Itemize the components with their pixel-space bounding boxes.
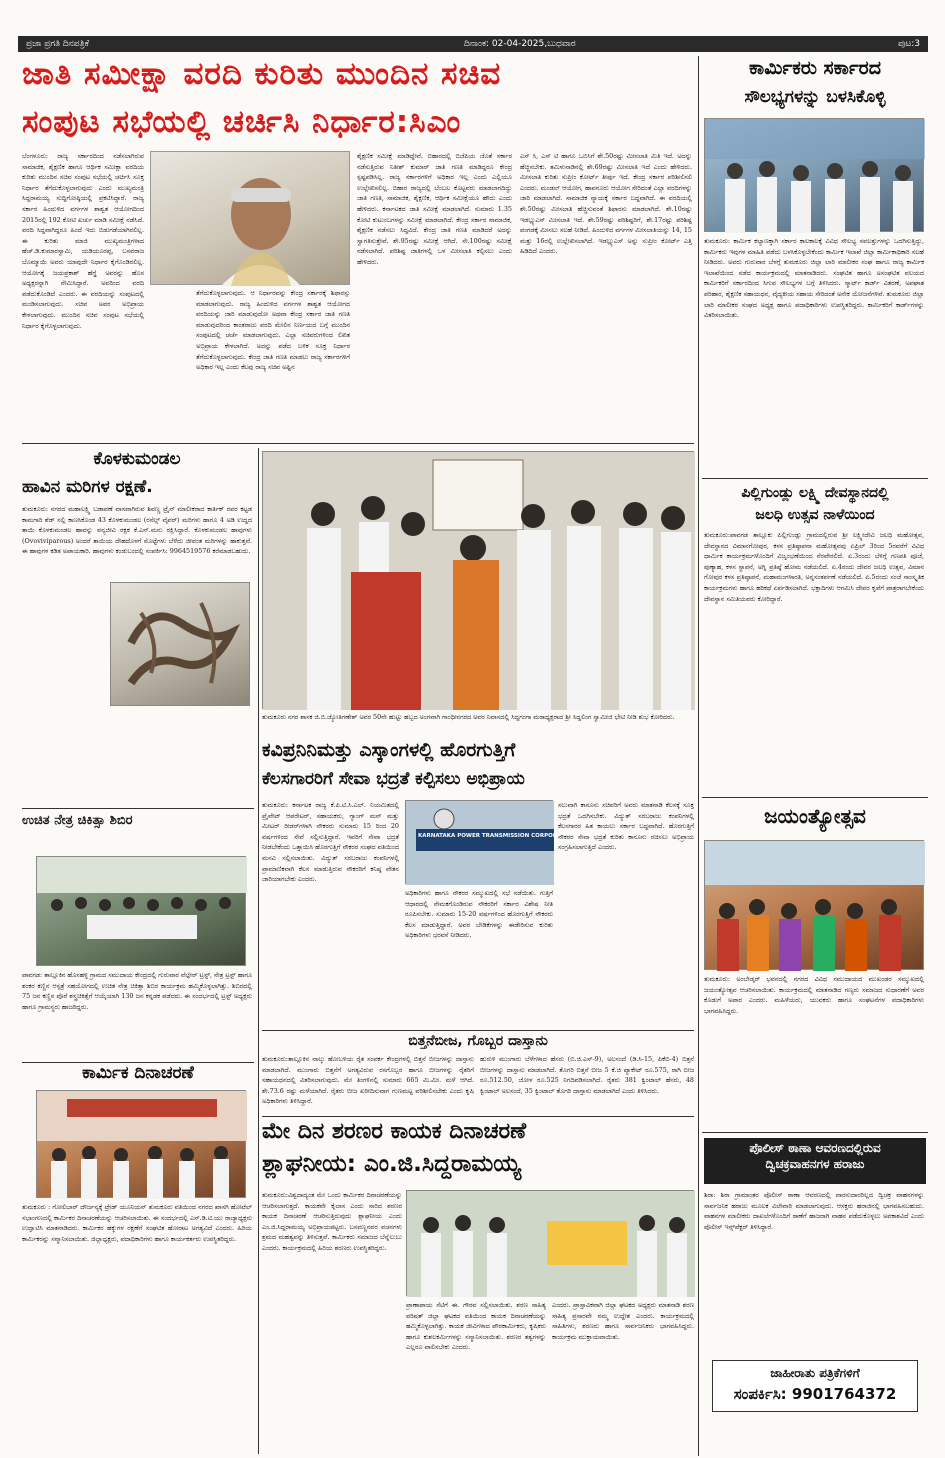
eye-camp-body: ಪಾವಗಡ: ತಾಲ್ಲೂಕಿನ ಹೊಸಹಳ್ಳಿ ಗ್ರಾಮದ ಸಮುದಾಯ ಕೇಂದ್ರದಲ್ಲಿ ಗುರುವಾರ ವೆಲ್ಫೇರ್ ಟ್ರಸ್ಟ್, ನೇತ್ರ ಟ್ರಸ್ಟ್ ಹಾಗೂ ಶಂಕರ ಕಣ್ಣಿನ ಆಸ್ಪತ್ರೆ ಸಹಯೋಗದಲ್ಲಿ ಉಚಿತ ನೇತ್ರ ಚಿಕಿತ್ಸಾ ಶಿಬಿರ ಕಾರ್ಯಕ್ರಮ ಹಮ್ಮಿಕೊಳ್ಳಲಾಗಿತ್ತು. ಶಿಬಿರದಲ್ಲಿ 75 ಜನ ಕಣ್ಣಿನ ಪೊರೆ ಶಸ್ತ್ರಚಿಕಿತ್ಸೆಗೆ ಆಯ್ಕೆಯಾಗಿ 130 ಜನ ಕನ್ನಡಕ ಪಡೆದರು. ಈ ಸಂದರ್ಭದಲ್ಲಿ ಟ್ರಸ್ಟ್ ಅಧ್ಯಕ್ಷರು ಹಾಗೂ ಗ್ರಾಮಸ್ಥರು ಹಾಜರಿದ್ದರು. xyxy=(22,971,252,1011)
lead-headline-2: ಸಂಪುಟ ಸಭೆಯಲ್ಲಿ ಚರ್ಚಿಸಿ ನಿರ್ಧಾರ:ಸಿಎಂ xyxy=(22,104,462,140)
snakes-headline-2: ಹಾವಿನ ಮರಿಗಳ ರಕ್ಷಣೆ. xyxy=(22,477,153,497)
left-divider-1 xyxy=(22,808,254,809)
center-divider-2 xyxy=(262,1116,694,1117)
left-column-divider xyxy=(258,448,259,1454)
mayday-illustration xyxy=(407,1191,695,1297)
labour-day-photo xyxy=(36,1090,246,1198)
building-illustration xyxy=(406,801,603,885)
kptcl-column-2: ಅಧಿಕಾರಿಗಳು ಹಾಗೂ ನೌಕರರ ಸಮ್ಮುಖದಲ್ಲಿ ಸಭೆ ನಡೆಯಿತು. ಗುತ್ತಿಗೆ ಆಧಾರದಲ್ಲಿ ನೇಮಕಗೊಂಡಿರುವ ನೌಕರರಿಗೆ ಸರ್ಕಾರ ವಿಶೇಷ ನೀತಿ ರೂಪಿಸಬೇಕು. ಸುಮಾರು 15-20 ವರ್ಷಗಳಿಂದ ಹೊರಗುತ್ತಿಗೆ ನೌಕರರು ಕೆಲಸ ಮಾಡುತ್ತಿದ್ದಾರೆ. ಅವರ ಬೇಡಿಕೆಗಳನ್ನು ಈಡೇರಿಸುವ ಕುರಿತು ಅಧಿಕಾರಿಗಳು ಭರವಸೆ ನೀಡಿದರು. xyxy=(405,889,553,940)
kptcl-column-3: ಸಲುವಾಗಿ ಕಾನೂನು ಸಚಿವರಿಗೆ ಅವರು ಮಾತನಾಡಿ ಕೆಲಸಕ್ಕೆ ಸೂಕ್ತ ಭದ್ರತೆ ಒದಗಿಸಬೇಕು. ವಿದ್ಯುತ್ ಸರಬರಾಜು ಕಂಪನಿಗಳಲ್ಲಿ ಕೆಲಸಗಾರರ ಹಿತ ಕಾಯಲು ಸರ್ಕಾರ ಬದ್ಧವಾಗಿದೆ. ಹೊರಗುತ್ತಿಗೆ ನೌಕರರ ಸೇವಾ ಭದ್ರತೆ ಕುರಿತು ಕಾನೂನು ರಚಿಸಲು ಅಭಿಪ್ರಾಯ ಸಂಗ್ರಹಿಸಲಾಗುತ್ತಿದೆ ಎಂದರು. xyxy=(558,801,694,852)
lead-column-1-top: ಬೆಂಗಳೂರು: ರಾಜ್ಯ ಸರ್ಕಾರದಿಂದ ನಡೆಸಲಾಗಿರುವ ಸಾಮಾಜಿಕ, ಶೈಕ್ಷಣಿಕ ಹಾಗೂ ಆರ್ಥಿಕ ಸಮೀಕ್ಷಾ ವರದಿಯ ಕುರಿತು ಮುಂದಿನ ಸಚಿವ ಸಂಪುಟ ಸಭೆಯಲ್ಲಿ ಚರ್ಚಿಸಿ ಸೂಕ್ತ ನಿರ್ಧಾರ ತೆಗೆದುಕೊಳ್ಳಲಾಗುವುದು ಎಂದು ಮುಖ್ಯಮಂತ್ರಿ ಸಿದ್ದರಾಮಯ್ಯ ಸುದ್ದಿಗೋಷ್ಠಿಯಲ್ಲಿ ಪ್ರಕಟಿಸಿದ್ದಾರೆ. ರಾಜ್ಯ ಸರ್ಕಾರ ಹಿಂದುಳಿದ ವರ್ಗಗಳ ಶಾಶ್ವತ ಆಯೋಗದಿಂದ 2015ರಲ್ಲಿ 192 ಕೋಟಿ ಖರ್ಚು ಮಾಡಿ ಸಮೀಕ್ಷೆ ನಡೆಸಿದೆ. ವರದಿ ಸಿದ್ದವಾಗಿದ್ದರೂ ಹಿಂದೆ ಇದು ಬಿಡುಗಡೆಯಾಗಿರಲಿಲ್ಲ. ಈ ಕುರಿತು ಮಾಜಿ ಮುಖ್ಯಮಂತ್ರಿಗಳಾದ ಹೆಚ್.ಡಿ.ಕುಮಾರಸ್ವಾಮಿ, ಯಡಿಯೂರಪ್ಪ, ಬಸವರಾಜ ಬೊಮ್ಮಾಯಿ ಅವರು ಯಾವುದೇ ನಿರ್ಧಾರ ಕೈಗೊಂಡಿರಲಿಲ್ಲ. ಆಯೋಗಕ್ಕೆ ಜಯಪ್ರಕಾಶ್ ಹೆಗ್ಡೆ ಅವರನ್ನು ಹೊಸ ಅಧ್ಯಕ್ಷರನ್ನಾಗಿ ನೇಮಿಸಿದ್ದಾರೆ. ಅವರಿಂದ ವರದಿ ಪಡೆದುಕೊಂಡಿದೆ ಎಂದರು. ಈ ವರದಿಯನ್ನು ಸಂಪುಟದಲ್ಲಿ ಮಂಡಿಸಲಾಗುವುದು. ಸಚಿವ ಅವರ ಅಭಿಪ್ರಾಯ ಕೇಳಲಾಗುವುದು. ಮುಂದಿನ ಸಚಿವ ಸಂಪುಟ ಸಭೆಯಲ್ಲಿ ನಿರ್ಧಾರ ಕೈಗೊಳ್ಳಲಾಗುವುದು. xyxy=(22,152,144,330)
ads-contact-line xyxy=(713,1385,917,1403)
paper-name: ಪ್ರಜಾ ಪ್ರಗತಿ ದಿನಪತ್ರಿಕೆ xyxy=(26,39,90,49)
lead-column-3: ಶೈಕ್ಷಣಿಕ ಸಮೀಕ್ಷೆ ಮಾಡಿದ್ದೇವೆ. ಬಿಹಾರದಲ್ಲಿ ಬಿಜೆಪಿಯ ಜೊತೆ ಸರ್ಕಾರ ನಡೆಸುತ್ತಿರುವ ನಿತೀಶ್ ಕುಮಾರ್ ಜಾತಿ ಗಣತಿ ಮಾಡಿದ್ದರೂ ಕೇಂದ್ರ ಸ್ಪಷ್ಟಪಡಿಸಿಲ್ಲ. ರಾಜ್ಯ ಸರ್ಕಾರಗಳಿಗೆ ಅಧಿಕಾರ ಇಲ್ಲ ಎಂದು ಎಲ್ಲಿಯೂ ಉಲ್ಲೇಖಿಸಲಿಲ್ಲ. ಬಿಹಾರ ರಾಜ್ಯದಲ್ಲಿ ಬೆಂಬಲ ಕೊಟ್ಟವರು ಮಾಡಲಾಗದಿದ್ದು ಜಾತಿ ಗಣತಿ, ಸಾಮಾಜಿಕ, ಶೈಕ್ಷಣಿಕ, ಆರ್ಥಿಕ ಸಮೀಕ್ಷೆಯೂ ಹೌದು ಎಂದು ಹೇಳಿದರು. ಕರ್ನಾಟಕದ ಜಾತಿ ಸಮೀಕ್ಷೆ ಮಾಡಲಾಗಿದೆ. ಸುಮಾರು 1.35 ಕೋಟಿ ಕುಟುಂಬಗಳನ್ನು ಸಮೀಕ್ಷೆ ಮಾಡಲಾಗಿದೆ. ಕೇಂದ್ರ ಸರ್ಕಾರ ಸಾಮಾಜಿಕ, ಶೈಕ್ಷಣಿಕ ನಡೆಸಲು ಸಿದ್ಧವಿದೆ. ಕೇಂದ್ರ ಜಾತಿ ಗಣತಿ ಮಾಡಿದರೆ ಅದನ್ನು ಸ್ವಾಗತಿಸುತ್ತೇವೆ. ಶೇ.95ರಷ್ಟು ಸಮೀಕ್ಷೆ ಆಗಿದೆ. ಸೇ.100ರಷ್ಟು ಸಮೀಕ್ಷೆ ನಡೆಸಲಾಗಿದೆ. ಪರಿಶಿಷ್ಟ ಜಾತಿಗಳಲ್ಲಿ ಒಳ ಮೀಸಲಾತಿ ಕಲ್ಪಿಸಲು ಎಂದು ಹೇಳಿದರು. xyxy=(357,152,512,266)
mayday-headline-1: ಮೇ ದಿನ ಶರಣರ ಕಾಯಕ ದಿನಾಚರಣೆ xyxy=(262,1119,527,1144)
temple-body: ತುಮಕೂರು:ಪಾವಗಡ ತಾಲ್ಲೂಕು ಪಿಲ್ಲಿಗುಂಡ್ಲು ಗ್ರಾಮದಲ್ಲಿರುವ ಶ್ರೀ ಲಕ್ಷ್ಮೀದೇವಿ ಜಲಧಿ ಮಹೋತ್ಸವ, ದೇವಸ್ಥಾನದ ವಿಮಾನಗೋಪುರ, ಕಳಸ ಪ್ರತಿಷ್ಠಾಪನಾ ಮಹೋತ್ಸವವು ಏಪ್ರಿಲ್ 3ರಿಂದ 5ರವರೆಗೆ ವಿವಿಧ ಧಾರ್ಮಿಕ ಕಾರ್ಯಕ್ರಮಗಳೊಂದಿಗೆ ವಿಜೃಂಭಣೆಯಿಂದ ನೆರವೇರಲಿದೆ. ಏ.3ರಂದು ಬೆಳಿಗ್ಗೆ ಗಣಪತಿ ಪೂಜೆ, ಪುಣ್ಯಾಹ, ಕಳಸ ಸ್ಥಾಪನೆ, ಅಗ್ನಿ ಪ್ರತಿಷ್ಠೆ ಹೋಮ ನಡೆಯಲಿದೆ. ಏ.4ರಂದು ದೇವರ ಜಲಧಿ ಉತ್ಸವ, ವಿಮಾನ ಗೋಪುರ ಕಳಸ ಪ್ರತಿಷ್ಠಾಪನೆ, ಮಹಾಮಂಗಳಾರತಿ, ಅನ್ನಸಂತರ್ಪಣೆ ನಡೆಯಲಿದೆ. ಏ.5ರಂದು ಸಂಜೆ ಸಾಂಸ್ಕೃತಿಕ ಕಾರ್ಯಕ್ರಮಗಳು ಹಾಗೂ ಹರಿಕಥೆ ಏರ್ಪಡಿಸಲಾಗಿದೆ. ಭಕ್ತಾದಿಗಳು ಆಗಮಿಸಿ ದೇವರ ಕೃಪೆಗೆ ಪಾತ್ರರಾಗಬೇಕೆಂದು ದೇವಸ್ಥಾನ ಸಮಿತಿಯವರು ಕೋರಿದ್ದಾರೆ. xyxy=(704,531,924,603)
crowd-illustration xyxy=(705,841,925,971)
mayday-headline-2: ಶ್ಲಾಘನೀಯ: ಎಂ.ಜಿ.ಸಿದ್ದರಾಮಯ್ಯ xyxy=(262,1151,521,1177)
mayday-column-2: ಪ್ರಾಣಾಪಾಯ ಸೆಟಿಗೆ ಈ. ಗೌರವ ಸಲ್ಲಿಸಲಾಯಿತು. ಶರಣ ಸಾಹಿತ್ಯ ಪರಿಷತ್ ಜಿಲ್ಲಾ ಘಟಕದ ವತಿಯಿಂದ ಕಾಯಕ ದಿನಾಚರಣೆಯನ್ನು ಹಮ್ಮಿಕೊಳ್ಳಲಾಗಿತ್ತು. ಕಾಯಕ ಜೀವಿಗಳಾದ ಪೌರಕಾರ್ಮಿಕರು, ಕೃಷಿಕರು ಹಾಗೂ ಕುಶಲಕರ್ಮಿಗಳನ್ನು ಸನ್ಮಾನಿಸಲಾಯಿತು. ಶರಣರ ತತ್ವಗಳನ್ನು ಎಲ್ಲರೂ ಪಾಲಿಸಬೇಕು ಎಂದರು. xyxy=(406,1301,546,1352)
jayanti-headline: ಜಯಂತ್ಯೋತ್ಸವ xyxy=(764,804,866,828)
ads-contact-label: ಸಂಪರ್ಕಿಸಿ: xyxy=(733,1385,787,1403)
temple-headline-2: ಜಲಧಿ ಉತ್ಸವ ನಾಳೆಯಿಂದ xyxy=(755,507,875,523)
issue-date: ದಿನಾಂಕ: 02-04-2025,ಬುಧವಾರ xyxy=(464,39,576,49)
mayday-column-3: ಎಂದರು. ಪ್ರಾಸ್ತಾವಿಕವಾಗಿ ಜಿಲ್ಲಾ ಘಟಕದ ಅಧ್ಯಕ್ಷರು ಮಾತನಾಡಿ ಶರಣ ಸಾಹಿತ್ಯ ಪ್ರಸಾರವೇ ನಮ್ಮ ಉದ್ದೇಶ ಎಂದರು. ಕಾರ್ಯಕ್ರಮದಲ್ಲಿ ಸಾಹಿತಿಗಳು, ಶರಣರು ಹಾಗೂ ಸಾರ್ವಜನಿಕರು ಭಾಗವಹಿಸಿದ್ದರು. ಕಾರ್ಯಕ್ರಮ ಮುಕ್ತಾಯವಾಯಿತು. xyxy=(552,1301,694,1341)
center-photo-caption: ತುಮಕೂರು ನಗರ ಶಾಸಕ ಜಿ.ಬಿ.ಜ್ಯೋತಿಗಣೇಶ್ ಅವರ 50ನೇ ಹುಟ್ಟು ಹಬ್ಬದ ಅಂಗವಾಗಿ ಗಾಂಧೀನಗರದ ಅವರ ನಿವಾಸದಲ್ಲಿ ಸಿದ್ದಗಂಗಾ ಮಠಾಧ್ಯಕ್ಷರಾದ ಶ್ರೀ ಸಿದ್ದಲಿಂಗ ಸ್ವಾಮೀಜಿ ಭೇಟಿ ನೀಡಿ ಶುಭ ಕೋರಿದರು. xyxy=(262,713,675,721)
labour-day-body: ತುಮಕೂರು : ಗೋಲಿಬಾರ್ ದೌರ್ಜನ್ಯಕ್ಕೆ ಟ್ರೇಡ್ ಯೂನಿಯನ್ ತುಮಕೂರು ವತಿಯಿಂದ ನಗರದ ಖಾಸಗಿ ಹೋಟೆಲ್ ಸಭಾಂಗಣದಲ್ಲಿ ಕಾರ್ಮಿಕರ ದಿನಾಚರಣೆಯನ್ನು ಆಚರಿಸಲಾಯಿತು. ಈ ಸಂದರ್ಭದಲ್ಲಿ ಎಸ್.ಡಿ.ಟಿ.ಯು ರಾಜ್ಯಾಧ್ಯಕ್ಷರು ಉದ್ಘಾಟಿಸಿ ಮಾತನಾಡಿದರು. ಕಾರ್ಮಿಕರ ಹಕ್ಕುಗಳ ರಕ್ಷಣೆಗೆ ಸಂಘಟಿತ ಹೋರಾಟ ಅಗತ್ಯವಿದೆ ಎಂದರು. ಹಿರಿಯ ಕಾರ್ಮಿಕರನ್ನು ಸನ್ಮಾನಿಸಲಾಯಿತು. ಜಿಲ್ಲಾಧ್ಯಕ್ಷರು, ಪದಾಧಿಕಾರಿಗಳು ಹಾಗೂ ಕಾರ್ಯಕರ್ತರು ಉಪಸ್ಥಿತರಿದ್ದರು. xyxy=(22,1203,252,1243)
seeds-column-1: ತುಮಕೂರು:ತಾಲ್ಲೂಕಿನ ನಾಲ್ಕು ಹೋಬಳಿಯ ರೈತ ಸಂಪರ್ಕ ಕೇಂದ್ರಗಳಲ್ಲಿ ಬಿತ್ತನೆ ಬೀಜಗಳನ್ನು ದಾಸ್ತಾನು ಮಾಡಲಾಗಿದೆ. ಮುಂಗಾರು ಬಿತ್ತನೆಗೆ ಅಗತ್ಯವಿರುವ ರಸಗೊಬ್ಬರ ಹಾಗೂ ಬೀಜಗಳನ್ನು ರೈತರಿಗೆ ಸಹಾಯಧನದಲ್ಲಿ ವಿತರಿಸಲಾಗುವುದು. ಮೇ ತಿಂಗಳಿನಲ್ಲಿ ಸುಮಾರು 665 ಮಿ.ಮೀ. ಮಳೆ ಆಗಿದೆ. ಶೇ.73.6 ರಷ್ಟು ಮಳೆಯಾಗಿದೆ. ರೈತರು ಬೀಜ ಖರೀದಿಸುವಾಗ ಗುಣಮಟ್ಟ ಪರಿಶೀಲಿಸಬೇಕು ಎಂದು ಕೃಷಿ ಅಧಿಕಾರಿಗಳು ತಿಳಿಸಿದ್ದಾರೆ. xyxy=(262,1055,474,1106)
section-divider xyxy=(22,443,694,444)
eye-camp-photo xyxy=(36,856,246,966)
center-divider-1 xyxy=(262,1030,694,1031)
group-illustration-eye xyxy=(37,857,247,967)
lead-column-2: ತೆಗೆದುಕೊಳ್ಳಲಾಗುವುದು. ಆ ನಿರ್ಧಾರವನ್ನು ಕೇಂದ್ರ ಸರ್ಕಾರಕ್ಕೆ ಶಿಫಾರಸ್ಸು ಮಾಡಲಾಗುವುದು. ರಾಜ್ಯ ಹಿಂದುಳಿದ ವರ್ಗಗಳ ಶಾಶ್ವತ ಆಯೋಗದ ವರದಿಯನ್ನು ಜಾರಿ ಮಾಡುವುದೋ ಅಥವಾ ಕೇಂದ್ರ ಸರ್ಕಾರ ಜಾತಿ ಗಣತಿ ಮಾಡುವುದರಿಂದ ಕಾಂತರಾಜು ವರದಿ ಮೇಲಿನ ನಿರ್ಣಯದ ಬಗ್ಗೆ ಮುಂದಿನ ಸಂಪುಟದಲ್ಲಿ ಚರ್ಚೆ ಮಾಡಲಾಗುವುದು. ಎಲ್ಲಾ ಸಚಿವರುಗಳಿಂದ ಲಿಖಿತ ಅಭಿಪ್ರಾಯ ಕೇಳಲಾಗಿದೆ. ಅದನ್ನು ಪಡೆದ ಬಳಿಕ ಸೂಕ್ತ ನಿರ್ಧಾರ ತೆಗೆದುಕೊಳ್ಳಲಾಗುವುದು. ಕೇಂದ್ರ ಜಾತಿ ಗಣತಿ ಮಾಡಲು ರಾಜ್ಯ ಸರ್ಕಾರಗಳಿಗೆ ಅಧಿಕಾರ ಇಲ್ಲ ಎಂದು ಕೆಲವು ರಾಜ್ಯ ಸಚಿವ ಅಷ್ಟಿನ xyxy=(196,289,350,372)
workers-photo xyxy=(704,118,924,232)
snakes-body: ತುಮಕೂರು: ನಗರದ ಮಹಾಲಕ್ಷ್ಮಿ ಬಡಾವಣೆ ವಾಸವಾಗಿರುವ ಶಿವಣ್ಣ ಟ್ರೈಸ್ ಮಾಲೀಕರಾದ ಕಾರ್ತಿಕ್ ರವರ ಕಟ್ಟಡ ಕಾಮಗಾರಿ ಶೆಡ್ ಸಲ್ಲಿ ಕಾಣಸಿಕೊಂಡ 43 ಕೊಳಕುಮಂಡಲ (ರಸೆಲ್ಸ್ ವೈಪರ್) ಮರಿಗಳು ಹಾಗೂ 4 ಅಡಿ ಉದ್ದದ ತಾಯಿ ಕೊಳಕುಮಂಡಲ ಹಾವನ್ನು ವನ್ಯಜೀವಿ ರಕ್ಷಕ ಕೆ.ಎನ್.ಮನು ರಕ್ಷಿಸಿದ್ದಾರೆ. ಕೊಳಕುಮಂಡಲ ಹಾವುಗಳು (Ovoviviparous) ಅಂದರೆ ತಾಯಿಯ ದೇಹದೊಳಗೆ ಮೊಟ್ಟೆಗಳು ಬೆಳೆದು ಜೀವಂತ ಮರಿಗಳನ್ನು ಹಾಕುತ್ತವೆ. ಈ ಹಾವುಗಳ ಕಡಿತ ಅಪಾಯಕಾರಿ. ಹಾವುಗಳು ಕಂಡುಬಂದಲ್ಲಿ ಸಂಪರ್ಕಿಸಿ: 9964519576 ಕರೆಮಾಡಬಹುದು. xyxy=(22,505,252,556)
right-divider-1 xyxy=(702,478,928,479)
mayday-photo xyxy=(406,1190,694,1296)
right-divider-3 xyxy=(702,1132,928,1133)
portrait-illustration xyxy=(151,152,351,286)
kptcl-sign: KARNATAKA POWER TRANSMISSION CORPORATION LIMITED xyxy=(418,833,603,839)
kptcl-column-1: ತುಮಕೂರು: ಕರ್ನಾಟಕ ರಾಜ್ಯ ಕೆ.ಪಿ.ಟಿ.ಸಿ.ಎಲ್. ನಿಯಮಿತದಲ್ಲಿ ಪ್ರೈವೇಟ್ ಆಪರೇಟರ್, ಸಹಾಯಕರು, ಗ್ಯಾಂಗ್ ಮನ್ ಮತ್ತು ಮೀಟರ್ ರೀಡರ್‌ಗಳಾಗಿ ನೌಕರರು ಸುಮಾರು 15 ರಿಂದ 20 ವರ್ಷಗಳಿಂದ ಸೇವೆ ಸಲ್ಲಿಸುತ್ತಿದ್ದಾರೆ. ಇವರಿಗೆ ಸೇವಾ ಭದ್ರತೆ ನೀಡಬೇಕೆಂದು ಒತ್ತಾಯಿಸಿ ಹೊರಗುತ್ತಿಗೆ ನೌಕರರ ಸಂಘದ ವತಿಯಿಂದ ಮನವಿ ಸಲ್ಲಿಸಲಾಯಿತು. ವಿದ್ಯುತ್ ಸರಬರಾಜು ಕಂಪನಿಗಳಲ್ಲಿ ಪ್ರಾಮಾಣಿಕವಾಗಿ ಕೆಲಸ ಮಾಡುತ್ತಿರುವ ನೌಕರರಿಗೆ ಕನಿಷ್ಠ ವೇತನ ಜಾರಿಯಾಗಬೇಕು ಎಂದರು. xyxy=(262,801,399,884)
police-body: ಶಿರಾ: ಶಿರಾ ಗ್ರಾಮಾಂತರ ಪೊಲೀಸ್ ಠಾಣಾ ಆವರಣದಲ್ಲಿ ವಾರಸುದಾರರಿಲ್ಲದ ದ್ವಿಚಕ್ರ ವಾಹನಗಳನ್ನು ಸಾರ್ವಜನಿಕ ಹರಾಜು ಮೂಲಕ ವಿಲೇವಾರಿ ಮಾಡಲಾಗುವುದು. ಆಸಕ್ತರು ಹರಾಜಿನಲ್ಲಿ ಭಾಗವಹಿಸಬಹುದು. ವಾಹನಗಳ ಮಾಲೀಕರು ದಾಖಲೆಗಳೊಂದಿಗೆ ಠಾಣೆಗೆ ಹಾಜರಾಗಿ ವಾಹನ ಪಡೆದುಕೊಳ್ಳಲು ಅವಕಾಶವಿದೆ ಎಂದು ಪೊಲೀಸ್ ಇನ್ಸ್‌ಪೆಕ್ಟರ್ ತಿಳಿಸಿದ್ದಾರೆ. xyxy=(704,1191,924,1231)
chief-minister-photo xyxy=(150,151,350,285)
column-divider xyxy=(698,56,699,1456)
police-headline-box xyxy=(704,1138,926,1184)
mla-birthday-photo xyxy=(262,451,694,709)
ads-title: ಜಾಹೀರಾತು ಪತ್ರಿಕೆಗಳಿಗೆ xyxy=(770,1366,860,1380)
police-headline-2: ದ್ವಿಚಕ್ರವಾಹನಗಳ ಹರಾಜು xyxy=(765,1157,865,1172)
temple-headline-1: ಪಿಲ್ಲಿಗುಂಡ್ಲು ಲಕ್ಷ್ಮಿ ದೇವಸ್ಥಾನದಲ್ಲಿ xyxy=(741,485,889,501)
jayanti-body: ತುಮಕೂರು: ಅಂಬೇಡ್ಕರ್ ಭವನದಲ್ಲಿ ನಗರದ ವಿವಿಧ ಸಮುದಾಯದ ಮುಖಂಡರ ಸಮ್ಮುಖದಲ್ಲಿ ಜಯಂತ್ಯೋತ್ಸವ ಆಚರಿಸಲಾಯಿತು. ಕಾರ್ಯಕ್ರಮದಲ್ಲಿ ಮಾತನಾಡಿದ ಗಣ್ಯರು ಸಮಾಜದ ಸುಧಾರಣೆಗೆ ಅವರ ಕೊಡುಗೆ ಅಪಾರ ಎಂದರು. ಮಹಿಳೆಯರು, ಯುವಕರು ಹಾಗೂ ಸಂಘಟನೆಗಳ ಪದಾಧಿಕಾರಿಗಳು ಭಾಗವಹಿಸಿದ್ದರು. xyxy=(704,975,924,1015)
lead-headline-1: ಜಾತಿ ಸಮೀಕ್ಷಾ ವರದಿ ಕುರಿತು ಮುಂದಿನ ಸಚಿವ xyxy=(22,56,502,92)
jayanti-photo xyxy=(704,840,924,970)
workers-headline-1: ಕಾರ್ಮಿಕರು ಸರ್ಕಾರದ xyxy=(748,57,882,79)
labour-day-headline: ಕಾರ್ಮಿಕ ದಿನಾಚರಣೆ xyxy=(82,1063,194,1083)
kptcl-headline-2: ಕೆಲಸಗಾರರಿಗೆ ಸೇವಾ ಭದ್ರತೆ ಕಲ್ಪಿಸಲು ಅಭಿಪ್ರಾಯ xyxy=(262,769,525,789)
ads-phone: 9901764372 xyxy=(791,1385,897,1403)
workers-headline-2: ಸೌಲಭ್ಯಗಳನ್ನು ಬಳಸಿಕೊಳ್ಳಿ xyxy=(744,87,886,107)
ads-box xyxy=(712,1360,918,1412)
kptcl-building-photo xyxy=(405,800,603,884)
seeds-column-2: ಹುರುಳಿ ಮುಂಗಾರು ಬೆಳೆಗಳಾದ ಹೆಸರು (ಬಿ.ಜಿ.ಎಸ್-9), ಅಲಸಂದೆ (ಡಿ.ಸಿ-15, ಪಿಕೆಬಿ-4) ಬಿತ್ತನೆ ಬೀಜಗಳನ್ನು ದಾಸ್ತಾನು ಮಾಡಲಾಗಿದೆ. ತೊಗರಿ ಬಿತ್ತನೆ ಬೀಜ 5 ಕೆ.ಜಿ ಪ್ಯಾಕೇಟ್ ರೂ.575, ರಾಗಿ ಬೀಜ ರೂ.512.50, ಜೋಳ ರೂ.525 ನಿಗದಿಪಡಿಸಲಾಗಿದೆ. ರೈತರು 381 ಕ್ವಿಂಟಾಲ್ ಹೆಸರು, 48 ಕ್ವಿಂಟಾಲ್ ಅಲಸಂದೆ, 35 ಕ್ವಿಂಟಾಲ್ ತೊಗರಿ ದಾಸ್ತಾನು ಮಾಡಲಾಗಿದೆ ಎಂದು ತಿಳಿಸಿದರು. xyxy=(480,1055,694,1095)
police-headline-1: ಪೊಲೀಸ್ ಠಾಣಾ ಆವರಣದಲ್ಲಿರುವ xyxy=(749,1141,881,1155)
seeds-headline: ಬಿತ್ತನೆಬೀಜ, ಗೊಬ್ಬರ ದಾಸ್ತಾನು xyxy=(408,1033,548,1049)
snakes-headline-1: ಕೊಳಕುಮಂಡಲ xyxy=(93,449,181,469)
kptcl-headline-1: ಕವಿಪ್ರನಿನಿಮತ್ತು ಎಸ್ಕಾಂಗಳಲ್ಲಿ ಹೊರಗುತ್ತಿಗೆ xyxy=(262,739,516,761)
eye-camp-headline: ಉಚಿತ ನೇತ್ರ ಚಿಕಿತ್ಸಾ ಶಿಬಿರ xyxy=(22,813,133,828)
lead-column-4: ಎಸ್ ಸಿ, ಎಸ್ ಟಿ ಹಾಗೂ ಒಬಿಸಿಗೆ ಶೇ.50ರಷ್ಟು ಮೀಸಲಾತಿ ಮಿತಿ ಇದೆ. ಅದನ್ನು ಹೆಚ್ಚಿಸಬೇಕು. ತಮಿಳುನಾಡಿನಲ್ಲಿ ಶೇ.69ರಷ್ಟು ಮೀಸಲಾತಿ ಇದೆ ಎಂದು ಹೇಳಿದರು. ಮೀಸಲಾತಿ ಕುರಿತು ಸುಪ್ರೀಂ ಕೋರ್ಟ್ ತೀರ್ಪು ಇದೆ. ಕೇಂದ್ರ ಸರ್ಕಾರ ಪರಿಶೀಲಿಸಲಿ ಎಂದರು. ಮಂಡಲ್ ಆಯೋಗ, ಹಾವನೂರು ಆಯೋಗ ಸೇರಿದಂತೆ ಎಲ್ಲಾ ವರದಿಗಳನ್ನು ಜಾರಿ ಮಾಡಲಾಗಿದೆ. ಸಾಮಾಜಿಕ ನ್ಯಾಯಕ್ಕೆ ಸರ್ಕಾರ ಬದ್ಧವಾಗಿದೆ. ಈ ವರದಿಯಲ್ಲಿ ಶೇ.50ರಷ್ಟು ಮೀಸಲಾತಿ ಹೆಚ್ಚಿಸುವಂತೆ ಶಿಫಾರಸು ಮಾಡಲಾಗಿದೆ. ಶೇ.10ರಷ್ಟು ಇಡಬ್ಲ್ಯುಎಸ್ ಮೀಸಲಾತಿ ಇದೆ. ಶೇ.59ರಷ್ಟು ಪರಿಶಿಷ್ಟರಿಗೆ, ಶೇ.17ರಷ್ಟು ಪರಿಶಿಷ್ಟ ಪಂಗಡಕ್ಕೆ ಮೀಸಲು ಸಲಹೆ ನೀಡಿದೆ. ಹಿಂದುಳಿದ ವರ್ಗಗಳ ಮೀಸಲಾತಿಯನ್ನು 14, 15 ಮತ್ತು 16ರಲ್ಲಿ ಉಲ್ಲೇಖಿಸಲಾಗಿದೆ. ಇಡಬ್ಲ್ಯುಎಸ್ ಅನ್ನು ಸುಪ್ರೀಂ ಕೋರ್ಟ್ ಎತ್ತಿ ಹಿಡಿದಿದೆ ಎಂದರು. xyxy=(520,152,692,256)
right-divider-2 xyxy=(702,797,928,798)
masthead-bar xyxy=(18,36,928,52)
page-number: ಪುಟ:3 xyxy=(898,39,920,49)
group-illustration xyxy=(705,119,925,233)
ceremony-illustration xyxy=(263,452,695,710)
stage-illustration xyxy=(37,1091,247,1199)
workers-body: ತುಮಕೂರು: ಕಾರ್ಮಿಕ ಕಲ್ಯಾಣಕ್ಕಾಗಿ ಸರ್ಕಾರ ಕಾಲಕಾಲಕ್ಕೆ ವಿವಿಧ ಸೌಲಭ್ಯ ಸವಲತ್ತುಗಳನ್ನು ಒದಗಿಸುತ್ತಿದ್ದು, ಕಾರ್ಮಿಕರು ಇವುಗಳ ಮಾಹಿತಿ ಪಡೆದು ಬಳಸಿಕೊಳ್ಳಬೇಕೆಂದು ಕಾರ್ಮಿಕ ಇಲಾಖೆ ಜಿಲ್ಲಾ ಕಾರ್ಮಿಕಾಧಿಕಾರಿ ಸಲಹೆ ನೀಡಿದರು. ಅವರು ಗುರುವಾರ ಬೆಳಗ್ಗೆ ತುಮಕೂರು ಜಿಲ್ಲಾ ಲಾರಿ ಮಾಲೀಕರ ಸಂಘ ಹಾಗೂ ರಾಜ್ಯ ಕಾರ್ಮಿಕ ಇಲಾಖೆಯಿಂದ ನಡೆದ ಕಾರ್ಯಕ್ರಮದಲ್ಲಿ ಮಾತನಾಡಿದರು. ಸಂಘಟಿತ ಹಾಗೂ ಅಸಂಘಟಿತ ವಲಯದ ಕಾರ್ಮಿಕರಿಗೆ ಸರ್ಕಾರದಿಂದ ಸಿಗುವ ಸೌಲಭ್ಯಗಳ ಬಗ್ಗೆ ತಿಳಿಸಿದರು. ಸ್ಮಾರ್ಟ್ ಕಾರ್ಡ್ ವಿತರಣೆ, ಅಪಘಾತ ಪರಿಹಾರ, ಶೈಕ್ಷಣಿಕ ಸಹಾಯಧನ, ವೈದ್ಯಕೀಯ ಸಹಾಯ ಸೇರಿದಂತೆ ಅನೇಕ ಯೋಜನೆಗಳಿವೆ. ತುಮಕೂರು ಜಿಲ್ಲಾ ಲಾರಿ ಮಾಲೀಕರ ಸಂಘದ ಅಧ್ಯಕ್ಷ ಹಾಗೂ ಪದಾಧಿಕಾರಿಗಳು ಉಪಸ್ಥಿತರಿದ್ದರು. ಕಾರ್ಮಿಕರಿಗೆ ಕಾರ್ಡ್‌ಗಳನ್ನು ವಿತರಿಸಲಾಯಿತು. xyxy=(704,237,924,320)
mayday-column-1: ತುಮಕೂರು:ವಿಶ್ವದಾದ್ಯಂತ ಮೇ ಒಂದು ಕಾರ್ಮಿಕರ ದಿನಾಚರಣೆಯನ್ನು ಆಚರಿಸಲಾಗುತ್ತದೆ. ಕಾಯಕವೇ ಕೈಲಾಸ ಎಂದು ಸಾರಿದ ಶರಣರ ಕಾಯಕ ದಿನಾಚರಣೆ ಆಚರಿಸುತ್ತಿರುವುದು ಶ್ಲಾಘನೀಯ ಎಂದು ಎಂ.ಜಿ.ಸಿದ್ದರಾಮಯ್ಯ ಅಭಿಪ್ರಾಯಪಟ್ಟರು. ಬಸವಣ್ಣನವರ ವಚನಗಳು ಶ್ರಮದ ಮಹತ್ವವನ್ನು ತಿಳಿಸುತ್ತವೆ. ಕಾರ್ಮಿಕರು ಸಮಾಜದ ಬೆನ್ನೆಲುಬು ಎಂದರು. ಕಾರ್ಯಕ್ರಮದಲ್ಲಿ ಹಿರಿಯ ಶರಣರು ಉಪಸ್ಥಿತರಿದ್ದರು. xyxy=(262,1191,402,1252)
